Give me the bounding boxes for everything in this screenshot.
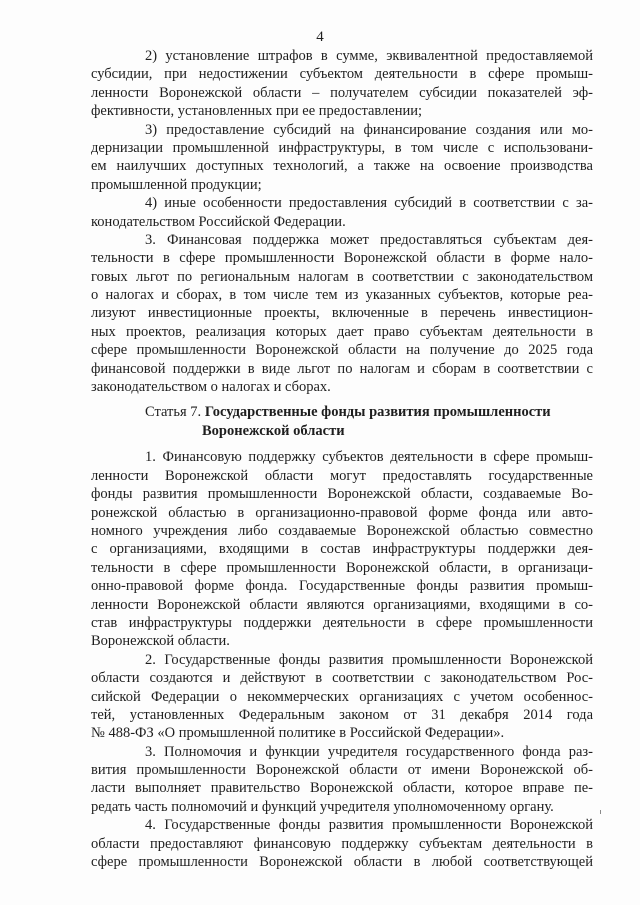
text-line: финансовой поддержки в виде льгот по налогам и сборам в соответствии с bbox=[91, 360, 593, 377]
text-line: ленности Воронежской области могут предоставлять государственные bbox=[91, 467, 593, 484]
paragraph-part-3 bbox=[91, 231, 593, 397]
text-line: тельности в сфере промышленности Воронежской области, в организаци- bbox=[91, 559, 593, 576]
page-number: 4 bbox=[316, 29, 324, 45]
text-line: сийской Федерации о некоммерческих организациях с учетом особеннос- bbox=[91, 688, 593, 705]
text-line: говых льгот по региональным налогам в соответствии с законодательством bbox=[91, 268, 593, 285]
text-line: ленности Воронежской области – получателем субсидии показателей эф- bbox=[91, 84, 593, 101]
text-line: промышленной продукции; bbox=[91, 176, 262, 193]
paragraph-item-3 bbox=[91, 121, 593, 195]
text-line: фективности, установленных при ее предоставлении; bbox=[91, 103, 423, 120]
text-line: законодательством о налогах и сборах. bbox=[91, 379, 331, 396]
text-line: № 488-ФЗ «О промышленной политике в Российской Федерации». bbox=[91, 725, 505, 742]
text-line: конодательством Российской Федерации. bbox=[91, 213, 346, 230]
paragraph-article-part-1 bbox=[91, 448, 593, 650]
text-line: ем наилучших доступных технологий, а также на освоение производства bbox=[91, 158, 593, 175]
text-line: ронежской областью в организационно-правовой форме фонда или авто- bbox=[91, 504, 593, 521]
text-line: фонды развития промышленности Воронежской области, создаваемые Во- bbox=[91, 486, 593, 503]
article-title-line: Воронежской области bbox=[202, 423, 345, 440]
text-line: 4) иные особенности предоставления субсидий в соответствии с за- bbox=[145, 195, 593, 212]
paragraph-item-2 bbox=[91, 47, 593, 121]
article-title-line: Государственные фонды развития промышленности bbox=[204, 404, 551, 421]
text-line: 1. Финансовую поддержку субъектов деятельности в сфере промыш- bbox=[145, 449, 593, 466]
text-line: сфере промышленности Воронежской области в любой соответствующей bbox=[91, 854, 593, 871]
text-line: лизуют инвестиционные проекты, включенные в перечень инвестицион- bbox=[91, 305, 593, 322]
text-line: области создаются и действуют в соответствии с законодательством Рос- bbox=[91, 670, 593, 687]
text-line: 4. Государственные фонды развития промышленности Воронежской bbox=[145, 817, 593, 834]
text-line: онно-правовой форме фонда. Государственные фонды развития промыш- bbox=[91, 578, 593, 595]
text-line: тельности в сфере промышленности Воронежской области в форме нало- bbox=[91, 250, 593, 267]
text-line: 3. Финансовая поддержка может предоставляться субъектам дея- bbox=[145, 231, 593, 248]
text-line: 2) установление штрафов в сумме, эквивалентной предоставляемой bbox=[145, 48, 593, 64]
article-label: Статья 7. bbox=[145, 404, 202, 421]
text-line: о налогах и сборах, в том числе тем из указанных субъектов, которые реа- bbox=[91, 287, 593, 304]
text-line: дернизации промышленной инфраструктуры, в том числе с использовани- bbox=[91, 139, 593, 156]
article-heading bbox=[91, 403, 593, 441]
text-line: субсидии, при недостижении субъектом деятельности в сфере промыш- bbox=[91, 66, 593, 83]
text-line: сфере промышленности Воронежской области на получение до 2025 года bbox=[91, 342, 593, 359]
text-line: ных проектов, реализация которых дает право субъектам деятельности в bbox=[91, 323, 593, 340]
document-body bbox=[91, 47, 593, 871]
paragraph-article-part-4 bbox=[91, 816, 593, 871]
text-line: 2. Государственные фонды развития промышленности Воронежской bbox=[145, 651, 593, 668]
text-line: 3) предоставление субсидий на финансирование создания или мо- bbox=[145, 121, 593, 138]
text-line: номного учреждения либо создаваемые Воронежской областью совместно bbox=[91, 522, 593, 539]
text-line: ленности Воронежской области являются организациями, входящими в со- bbox=[91, 596, 593, 613]
text-line: ласти выполняет правительство Воронежской области, которое вправе пе- bbox=[91, 780, 593, 797]
text-line: с организациями, входящими в состав инфраструктуры поддержки дея- bbox=[91, 541, 593, 558]
text-line: став инфраструктуры поддержки деятельности в сфере промышленности bbox=[91, 614, 593, 631]
text-line: Воронежской области. bbox=[91, 633, 230, 650]
scan-speck bbox=[600, 810, 601, 814]
text-line: области предоставляют финансовую поддержку субъектам деятельности в bbox=[91, 835, 593, 852]
text-line: тей, установленных Федеральным законом от 31 декабря 2014 года bbox=[91, 706, 593, 723]
paragraph-item-4 bbox=[91, 194, 593, 231]
text-line: редать часть полномочий и функций учредителя уполномоченному органу. bbox=[91, 798, 554, 815]
text-line: 3. Полномочия и функции учредителя государственного фонда раз- bbox=[145, 743, 593, 760]
paragraph-article-part-3 bbox=[91, 743, 593, 817]
paragraph-article-part-2 bbox=[91, 651, 593, 743]
text-line: вития промышленности Воронежской области от имени Воронежской об- bbox=[91, 762, 593, 779]
